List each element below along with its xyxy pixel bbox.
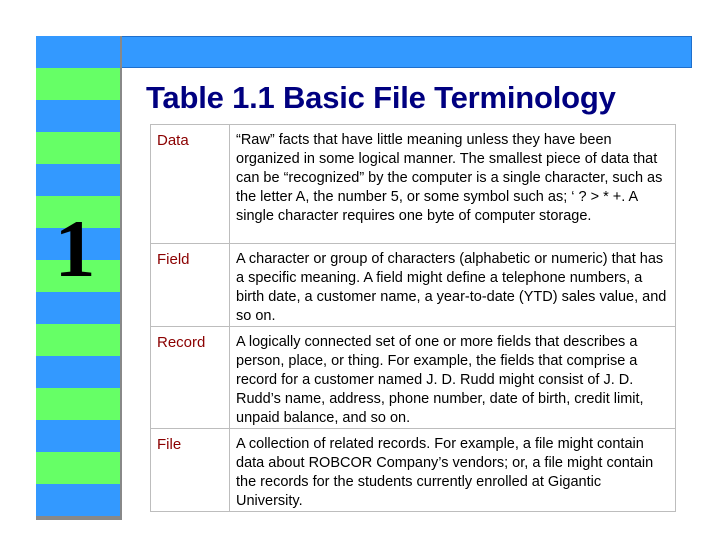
table-row: [151, 244, 676, 327]
term-cell: File: [151, 429, 230, 512]
term-cell: Record: [151, 327, 230, 429]
chapter-number: 1: [54, 203, 96, 294]
table-row: [151, 327, 676, 429]
top-decor-band: [36, 36, 692, 68]
definition-cell: “Raw” facts that have little meaning unless they have been organized in some logical manner. The smallest piece of data that can be “recognized” by the computer is a single character, such as the letter A, the number 5, or some symbol such as; ‘ ? > * +. A single character requires one byte of computer storage.: [236, 132, 663, 224]
term-cell: Field: [151, 244, 230, 327]
table-row: [151, 125, 676, 244]
definition-cell: A logically connected set of one or more fields that describes a person, place, or thing. For example, the fields that comprise a record for a customer named J. D. Rudd might consist of J. D. Rudd’s name, address, phone number, date of birth, credit limit, unpaid balance, and so on.: [230, 327, 676, 429]
terminology-table: [150, 124, 676, 512]
definition-cell: A collection of related records. For example, a file might contain data about ROBCOR Company’s vendors; or, a file might contain the records for the students currently enrolled at Gigantic University.: [230, 429, 676, 512]
term-cell: Data: [151, 125, 230, 244]
definition-cell: A character or group of characters (alphabetic or numeric) that has a specific meaning. A field might define a telephone numbers, a birth date, a customer name, a year-to-date (YTD) sales value, and so on.: [230, 244, 676, 327]
table-row: [151, 429, 676, 512]
slide-title: Table 1.1 Basic File Terminology: [146, 80, 616, 115]
